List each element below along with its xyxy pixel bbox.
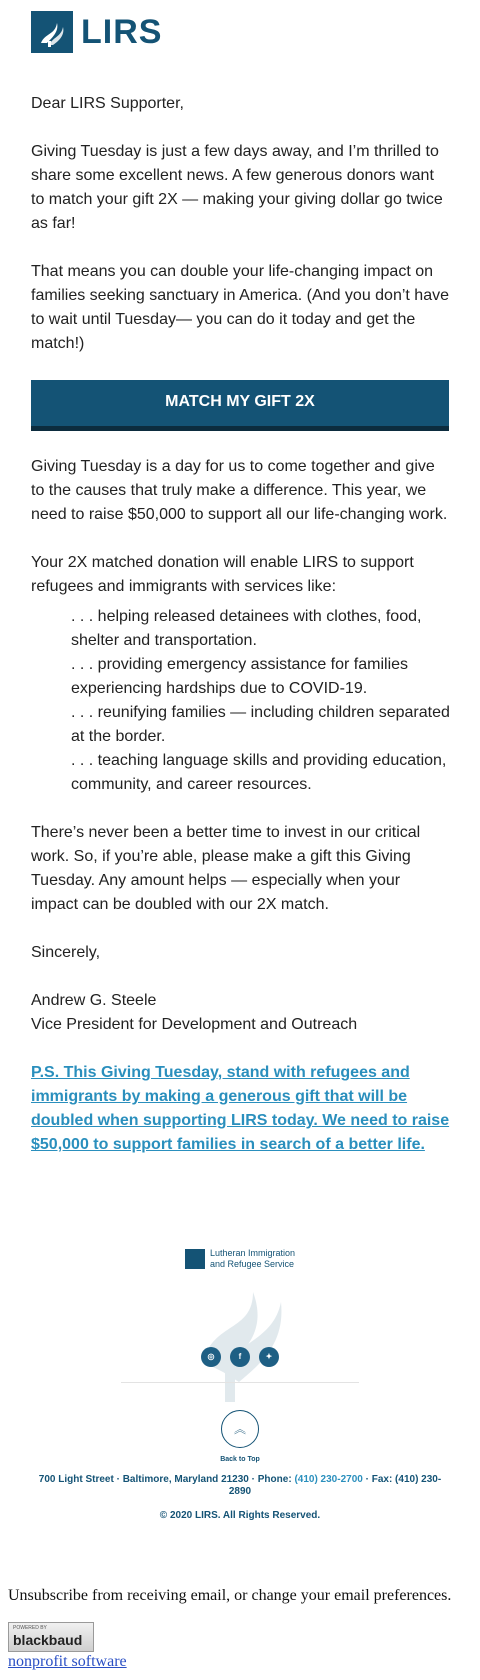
services-list (71, 605, 451, 797)
chevron-up-icon: ︽ (233, 1422, 246, 1436)
paragraph-1: Giving Tuesday is just a few days away, and I’m thrilled to share some excellent news. A few generous donors want to match your gift 2X — making your giving dollar go twice as far! (31, 143, 443, 232)
list-item: . . . reunifying families — including children separated at the border. (71, 704, 450, 745)
powered-by-label: POWERED BY (13, 1625, 47, 1631)
back-to-top-label[interactable]: Back to Top (220, 1456, 260, 1463)
paragraph-3: Giving Tuesday is a day for us to come together and give to the causes that truly make a difference. This year, we need to raise $50,000 to support all our life-changing work. (31, 458, 448, 523)
closing: Sincerely, (31, 944, 101, 961)
ps-donate-link[interactable]: P.S. This Giving Tuesday, stand with refugees and immigrants by making a generous gift that will be doubled when supporting LIRS today. We need to raise $50,000 to support families in search of a better life. (31, 1064, 450, 1153)
letter-body (31, 92, 451, 1181)
footer-logo-line-1: Lutheran Immigration (209, 1248, 296, 1258)
twitter-icon[interactable]: ✦ (259, 1347, 279, 1367)
instagram-icon[interactable]: ◎ (201, 1347, 221, 1367)
facebook-icon[interactable]: f (230, 1347, 250, 1367)
unsubscribe-text[interactable]: Unsubscribe from receiving email, or change your email preferences. (8, 1587, 452, 1604)
signer-title: Vice President for Development and Outreach (31, 1016, 358, 1033)
address-text: 700 Light Street · Baltimore, Maryland 21230 · Phone: (38, 1474, 292, 1485)
greeting: Dear LIRS Supporter, (31, 95, 184, 112)
footer-address (36, 1474, 444, 1498)
paragraph-5: There’s never been a better time to invest in our critical work. So, if you’re able, please make a gift this Giving Tuesday. Any amount helps — especially when your impact can be doubled with our 2X match. (31, 824, 421, 913)
blackbaud-badge[interactable] (8, 1622, 94, 1652)
nonprofit-software-link[interactable]: nonprofit software (8, 1653, 127, 1670)
signature-block (31, 989, 451, 1037)
back-to-top-button[interactable] (221, 1410, 259, 1448)
torch-flame-icon (31, 11, 73, 53)
watermark-flame-icon (193, 1282, 285, 1402)
match-my-gift-button[interactable]: MATCH MY GIFT 2X (31, 380, 449, 431)
fax-text: · Fax: (410) 230-2890 (228, 1474, 442, 1497)
list-item: . . . teaching language skills and providing education, community, and career resources. (71, 752, 447, 793)
list-item: . . . helping released detainees with clothes, food, shelter and transportation. (71, 608, 422, 649)
copyright: © 2020 LIRS. All Rights Reserved. (159, 1510, 321, 1521)
footer (0, 1248, 480, 1521)
footer-torch-icon (185, 1249, 205, 1269)
social-links (0, 1347, 480, 1367)
footer-divider (121, 1382, 359, 1383)
signer-name: Andrew G. Steele (31, 992, 157, 1009)
lirs-logo[interactable] (31, 11, 162, 53)
list-item: . . . providing emergency assistance for families experiencing hardships due to COVID-19. (71, 656, 409, 697)
phone-link[interactable]: (410) 230-2700 (294, 1474, 363, 1485)
footer-logo-line-2: and Refugee Service (209, 1259, 295, 1269)
paragraph-4: Your 2X matched donation will enable LIRS to support refugees and immigrants with services like: (31, 554, 414, 595)
logo-wordmark: LIRS (81, 13, 163, 51)
footer-logo[interactable] (185, 1248, 295, 1270)
paragraph-2: That means you can double your life-changing impact on families seeking sanctuary in America. (And you don’t have to wait until Tuesday— you can do it today and get the match!) (31, 263, 449, 352)
blackbaud-logo: blackbaud (13, 1632, 83, 1648)
